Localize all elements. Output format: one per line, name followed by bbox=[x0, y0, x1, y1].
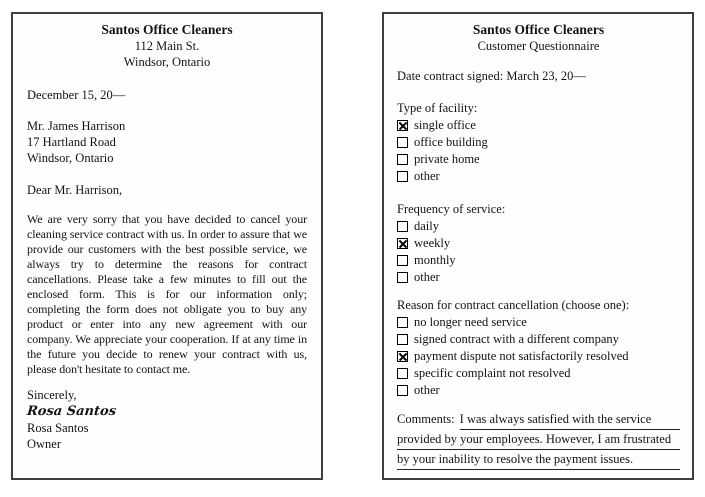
date-contract-signed: Date contract signed: March 23, 20— bbox=[397, 69, 586, 83]
letter-closing bbox=[27, 388, 307, 452]
signature-name: Rosa Santos bbox=[27, 421, 89, 435]
checkbox-icon[interactable] bbox=[397, 385, 408, 396]
salutation: Dear Mr. Harrison, bbox=[27, 183, 123, 197]
option-label: office building bbox=[414, 135, 488, 149]
section-type-of-facility bbox=[397, 100, 680, 185]
comments-section bbox=[397, 410, 680, 480]
comments-label: Comments: bbox=[397, 412, 455, 426]
letter-date: December 15, 20— bbox=[27, 88, 126, 102]
signature-script: Rosa Santos bbox=[26, 404, 117, 419]
checkbox-icon[interactable] bbox=[397, 351, 408, 362]
comments-line-1[interactable]: I was always satisfied with the service bbox=[460, 410, 680, 430]
checkbox-option-monthly[interactable] bbox=[397, 252, 680, 269]
option-label: no longer need service bbox=[414, 315, 527, 329]
questionnaire-subtitle: Customer Questionnaire bbox=[477, 39, 600, 53]
checkbox-icon[interactable] bbox=[397, 272, 408, 283]
option-label: single office bbox=[414, 118, 476, 132]
comments-line-3[interactable]: by your inability to resolve the payment issues. bbox=[397, 450, 680, 470]
option-label: other bbox=[414, 169, 440, 183]
company-address-line1: 112 Main St. bbox=[134, 39, 200, 53]
section-title: Type of facility: bbox=[397, 101, 478, 115]
recipient-address bbox=[27, 118, 307, 166]
checkbox-icon[interactable] bbox=[397, 255, 408, 266]
checkbox-option-signed-different-company[interactable] bbox=[397, 331, 680, 348]
option-label: signed contract with a different company bbox=[414, 332, 619, 346]
section-title: Frequency of service: bbox=[397, 202, 506, 216]
checkbox-option-frequency-other[interactable] bbox=[397, 269, 680, 286]
option-label: specific complaint not resolved bbox=[414, 366, 571, 380]
letter-header bbox=[27, 22, 307, 70]
comments-line-4-blank[interactable] bbox=[397, 470, 672, 480]
comments-line-2[interactable]: provided by your employees. However, I am frustrated bbox=[397, 430, 680, 450]
checkbox-icon[interactable] bbox=[397, 120, 408, 131]
recipient-line: Windsor, Ontario bbox=[27, 151, 114, 165]
section-cancellation-reason bbox=[397, 297, 680, 399]
option-label: private home bbox=[414, 152, 480, 166]
option-label: other bbox=[414, 383, 440, 397]
section-title: Reason for contract cancellation (choose one): bbox=[397, 298, 630, 312]
signature-title: Owner bbox=[27, 437, 62, 451]
questionnaire-header bbox=[397, 22, 680, 54]
section-frequency-of-service bbox=[397, 201, 680, 286]
letter-body: We are very sorry that you have decided to cancel your cleaning service contract with us. In order to assure that we provide our customers with the best possible service, we always try to determine the reasons for contract cancellations. Please take a few minutes to fill out the enclosed form. This is for our information only; completing the form does not obligate you to buy any product or enter into any new agreement with our company. We appreciate your cooperation. If at any time in the future you decide to renew your contract with us, please don't hesitate to contact me. bbox=[27, 212, 307, 376]
questionnaire-page bbox=[382, 12, 694, 480]
checkbox-icon[interactable] bbox=[397, 334, 408, 345]
checkbox-option-office-building[interactable] bbox=[397, 134, 680, 151]
closing-word: Sincerely, bbox=[27, 388, 77, 402]
checkbox-option-private-home[interactable] bbox=[397, 151, 680, 168]
checkbox-option-no-longer-need[interactable] bbox=[397, 314, 680, 331]
checkbox-icon[interactable] bbox=[397, 317, 408, 328]
checkbox-icon[interactable] bbox=[397, 137, 408, 148]
recipient-line: Mr. James Harrison bbox=[27, 119, 126, 133]
checkbox-icon[interactable] bbox=[397, 368, 408, 379]
checkbox-icon[interactable] bbox=[397, 238, 408, 249]
option-label: daily bbox=[414, 219, 439, 233]
checkbox-option-single-office[interactable] bbox=[397, 117, 680, 134]
option-label: payment dispute not satisfactorily resolved bbox=[414, 349, 629, 363]
checkbox-icon[interactable] bbox=[397, 154, 408, 165]
checkbox-option-reason-other[interactable] bbox=[397, 382, 680, 399]
checkbox-option-specific-complaint[interactable] bbox=[397, 365, 680, 382]
checkbox-option-payment-dispute[interactable] bbox=[397, 348, 680, 365]
option-label: monthly bbox=[414, 253, 456, 267]
letter-page bbox=[11, 12, 323, 480]
questionnaire-company-name: Santos Office Cleaners bbox=[472, 22, 605, 37]
company-address-line2: Windsor, Ontario bbox=[123, 55, 211, 69]
checkbox-icon[interactable] bbox=[397, 221, 408, 232]
checkbox-option-facility-other[interactable] bbox=[397, 168, 680, 185]
checkbox-icon[interactable] bbox=[397, 171, 408, 182]
checkbox-option-weekly[interactable] bbox=[397, 235, 680, 252]
option-label: other bbox=[414, 270, 440, 284]
checkbox-option-daily[interactable] bbox=[397, 218, 680, 235]
recipient-line: 17 Hartland Road bbox=[27, 135, 116, 149]
company-name: Santos Office Cleaners bbox=[101, 22, 233, 37]
option-label: weekly bbox=[414, 236, 451, 250]
